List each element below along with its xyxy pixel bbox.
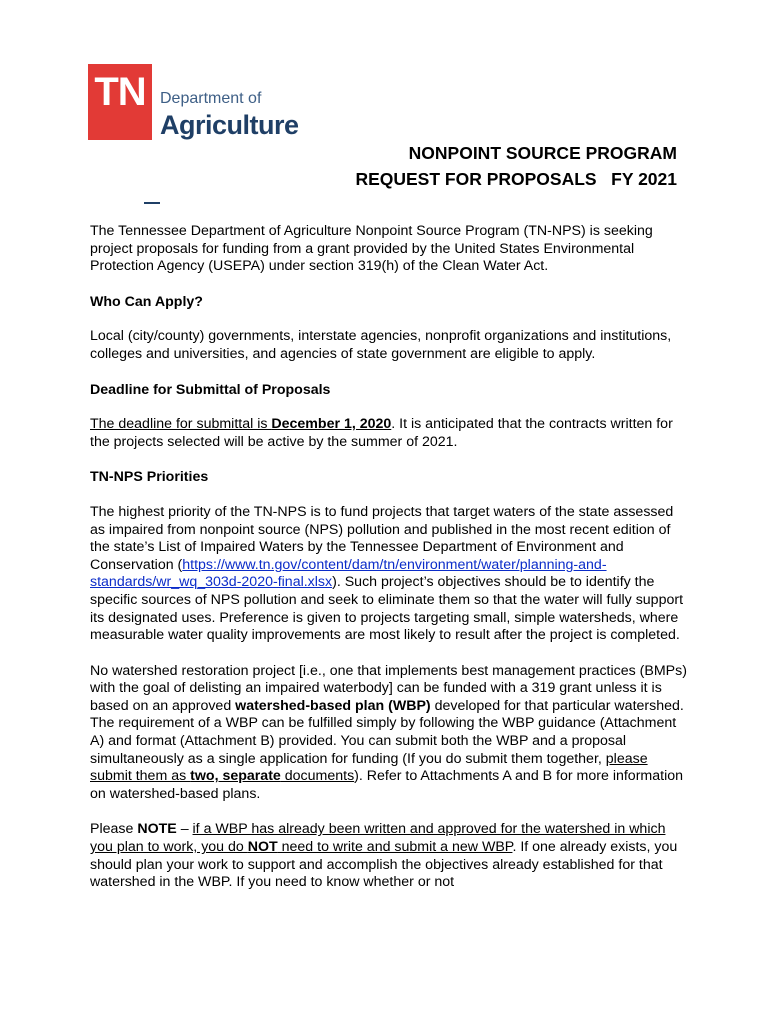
priorities-heading: TN-NPS Priorities (90, 469, 209, 486)
p2-a: No watershed restoration project [i.e., one that implements best management practices (BMPs) with the goal of delisting an impaired waterbody] can be funded with a 319 grant unless it is based on an approved (90, 662, 687, 714)
logo-red-box (88, 64, 152, 140)
impaired-waters-link[interactable]: https://www.tn.gov/content/dam/tn/environment/water/planning-and-standards/wr_wq_303d-2020-final.xlsx (90, 556, 607, 591)
logo-underline (144, 202, 160, 204)
logo-mark: TN (94, 70, 146, 114)
priorities-paragraph-2 (90, 663, 690, 804)
p2-f: documents (280, 768, 355, 785)
deadline-rest: . It is anticipated that the contracts written for the projects selected will be active by the summer of 2021. (90, 416, 673, 450)
deadline-lead: The deadline for submittal is (90, 416, 272, 433)
p1-start: The highest priority of the TN-NPS is to fund projects that target waters of the state assessed as impaired from nonpoint source (NPS) pollution and published in the most recent edition of the state’s List of Impaired Waters by the Tennessee Department of Environment and Conservation ( (90, 503, 674, 573)
p2-e: two, separate (190, 768, 281, 785)
p1-end: ). Such project’s objectives should be to identify the specific sources of NPS pollution and seek to eliminate them so that the water will fully support its designated uses. Preference is given to projects targeting small, simple watersheds, where measurable water quality improvements are most likely to result after the project is completed. (90, 574, 684, 644)
page-title-line2 (355, 166, 677, 192)
priorities-paragraph-1 (90, 504, 690, 645)
logo-agriculture: Agriculture (160, 110, 299, 140)
page-title-line2-text: REQUEST FOR PROPOSALS FY 2021 (355, 169, 677, 189)
logo-department: Department of (160, 90, 262, 107)
p2-g: ). Refer to Attachments A and B for more information on watershed-based plans. (90, 768, 684, 802)
who-paragraph: Local (city/county) governments, interstate agencies, nonprofit organizations and institutions, colleges and universities, and agencies of state government are eligible to apply. (90, 328, 672, 362)
p3-e: NOT (247, 839, 278, 856)
deadline-paragraph (90, 416, 690, 451)
p2-d: please submit them as (90, 750, 648, 785)
page-title-line1: NONPOINT SOURCE PROGRAM (408, 143, 677, 163)
deadline-date: December 1, 2020 (271, 416, 392, 433)
p2-b: watershed-based plan (WBP) (235, 697, 431, 714)
p3-c: – (176, 821, 193, 838)
document-body (90, 223, 690, 910)
who-heading: Who Can Apply? (90, 293, 203, 310)
tn-agriculture-logo (88, 64, 299, 140)
p3-d: if a WBP has already been written and approved for the watershed in which you plan to work, you do (90, 821, 666, 856)
p3-f: need to write and submit a new WBP (277, 839, 513, 856)
p2-c: developed for that particular watershed. The requirement of a WBP can be fulfilled simply by following the WBP guidance (Attachment A) and format (Attachment B) provided. You can submit both the WBP and a proposal simultaneously as a single application for funding (If you do submit them together, (90, 697, 684, 767)
priorities-paragraph-3 (90, 821, 690, 891)
deadline-heading: Deadline for Submittal of Proposals (90, 381, 331, 398)
p3-b: NOTE (137, 821, 177, 838)
intro-paragraph: The Tennessee Department of Agriculture Nonpoint Source Program (TN-NPS) is seeking project proposals for funding from a grant provided by the United States Environmental Protection Agency (USEPA) under section 319(h) of the Clean Water Act. (90, 223, 653, 275)
p3-a: Please (90, 821, 138, 838)
p3-g: . If one already exists, you should plan your work to support and accomplish the objectives already established for that watershed in the WBP. If you need to know whether or not (90, 839, 678, 891)
